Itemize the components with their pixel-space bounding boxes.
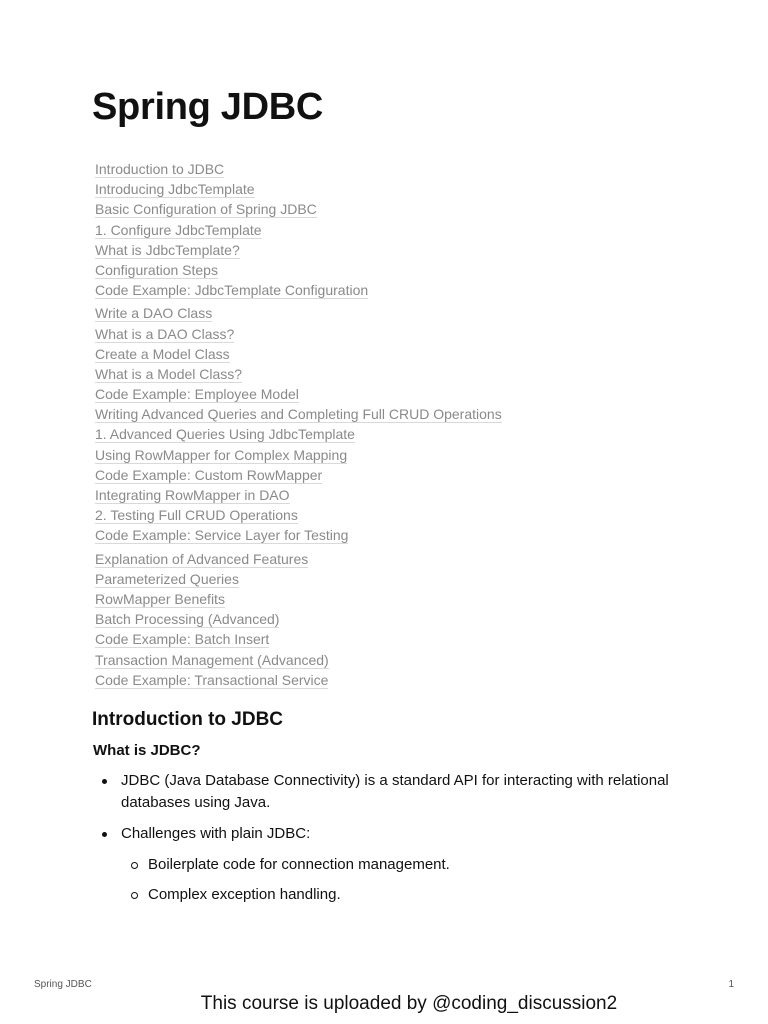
- toc-item: [95, 485, 502, 505]
- bullet-text: Challenges with plain JDBC:: [121, 825, 311, 842]
- toc-item: [95, 569, 502, 589]
- toc-link[interactable]: Create a Model Class: [95, 345, 230, 362]
- toc-link[interactable]: Introducing JdbcTemplate: [95, 181, 255, 198]
- toc-item: [95, 465, 502, 485]
- table-of-contents: [95, 159, 502, 690]
- bullet-text: JDBC (Java Database Connectivity) is a standard API for interacting with relational databases using Java.: [121, 772, 669, 811]
- toc-item: [95, 199, 502, 219]
- toc-item: [95, 159, 502, 179]
- toc-link[interactable]: What is a Model Class?: [95, 365, 243, 382]
- toc-item: [95, 280, 502, 300]
- toc-link[interactable]: Configuration Steps: [95, 261, 218, 278]
- toc-link[interactable]: Code Example: Custom RowMapper: [95, 466, 323, 483]
- toc-item: [95, 364, 502, 384]
- sub-bullet-text: Complex exception handling.: [148, 886, 341, 903]
- toc-item: [95, 344, 502, 364]
- toc-item: [95, 650, 502, 670]
- toc-item: [95, 220, 502, 240]
- toc-item: [95, 505, 502, 525]
- toc-item: [95, 589, 502, 609]
- toc-link[interactable]: Write a DAO Class: [95, 305, 213, 322]
- footer-document-title: Spring JDBC: [34, 979, 92, 990]
- toc-item: [95, 445, 502, 465]
- bullet-list: [100, 770, 680, 915]
- toc-link[interactable]: 1. Advanced Queries Using JdbcTemplate: [95, 426, 355, 443]
- upload-note: This course is uploaded by @coding_discussion2: [200, 993, 618, 1014]
- toc-item: [95, 324, 502, 344]
- toc-link[interactable]: Code Example: Employee Model: [95, 386, 299, 403]
- toc-item: [95, 670, 502, 690]
- toc-link[interactable]: Basic Configuration of Spring JDBC: [95, 201, 317, 218]
- toc-link[interactable]: Transaction Management (Advanced): [95, 651, 329, 668]
- toc-link[interactable]: Code Example: Batch Insert: [95, 631, 270, 648]
- toc-link[interactable]: Code Example: JdbcTemplate Configuration: [95, 282, 369, 299]
- list-item: [100, 770, 680, 814]
- section-heading: Introduction to JDBC: [92, 709, 284, 730]
- list-item: [100, 823, 680, 906]
- toc-item: [95, 424, 502, 444]
- toc-link[interactable]: Explanation of Advanced Features: [95, 550, 309, 567]
- toc-item: [95, 549, 502, 569]
- bullet-dot-icon: [102, 779, 107, 784]
- toc-link[interactable]: Batch Processing (Advanced): [95, 611, 280, 628]
- toc-link[interactable]: Writing Advanced Queries and Completing Full CRUD Operations: [95, 406, 502, 423]
- toc-link[interactable]: What is a DAO Class?: [95, 325, 235, 342]
- toc-link[interactable]: 1. Configure JdbcTemplate: [95, 221, 262, 238]
- toc-link[interactable]: What is JdbcTemplate?: [95, 241, 240, 258]
- toc-item: [95, 240, 502, 260]
- bullet-circle-icon: [131, 892, 138, 899]
- bullet-circle-icon: [131, 862, 138, 869]
- toc-link[interactable]: 2. Testing Full CRUD Operations: [95, 507, 298, 524]
- toc-item: [95, 609, 502, 629]
- sub-list-item: [121, 854, 680, 876]
- toc-item: [95, 179, 502, 199]
- toc-link[interactable]: Parameterized Queries: [95, 570, 239, 587]
- toc-item: [95, 629, 502, 649]
- toc-link[interactable]: RowMapper Benefits: [95, 590, 225, 607]
- toc-item: [95, 303, 502, 323]
- toc-link[interactable]: Code Example: Transactional Service: [95, 671, 329, 688]
- bullet-dot-icon: [102, 832, 107, 837]
- toc-link[interactable]: Using RowMapper for Complex Mapping: [95, 446, 348, 463]
- page-number: 1: [728, 979, 734, 990]
- toc-item: [95, 525, 502, 545]
- sub-bullet-text: Boilerplate code for connection management.: [148, 856, 450, 873]
- toc-item: [95, 404, 502, 424]
- toc-item: [95, 260, 502, 280]
- section-subheading: What is JDBC?: [93, 742, 201, 759]
- sub-bullet-list: [121, 854, 680, 906]
- toc-item: [95, 384, 502, 404]
- sub-list-item: [121, 884, 680, 906]
- toc-link[interactable]: Introduction to JDBC: [95, 161, 225, 177]
- page-title: Spring JDBC: [92, 86, 324, 128]
- toc-link[interactable]: Code Example: Service Layer for Testing: [95, 527, 349, 544]
- toc-link[interactable]: Integrating RowMapper in DAO: [95, 487, 290, 503]
